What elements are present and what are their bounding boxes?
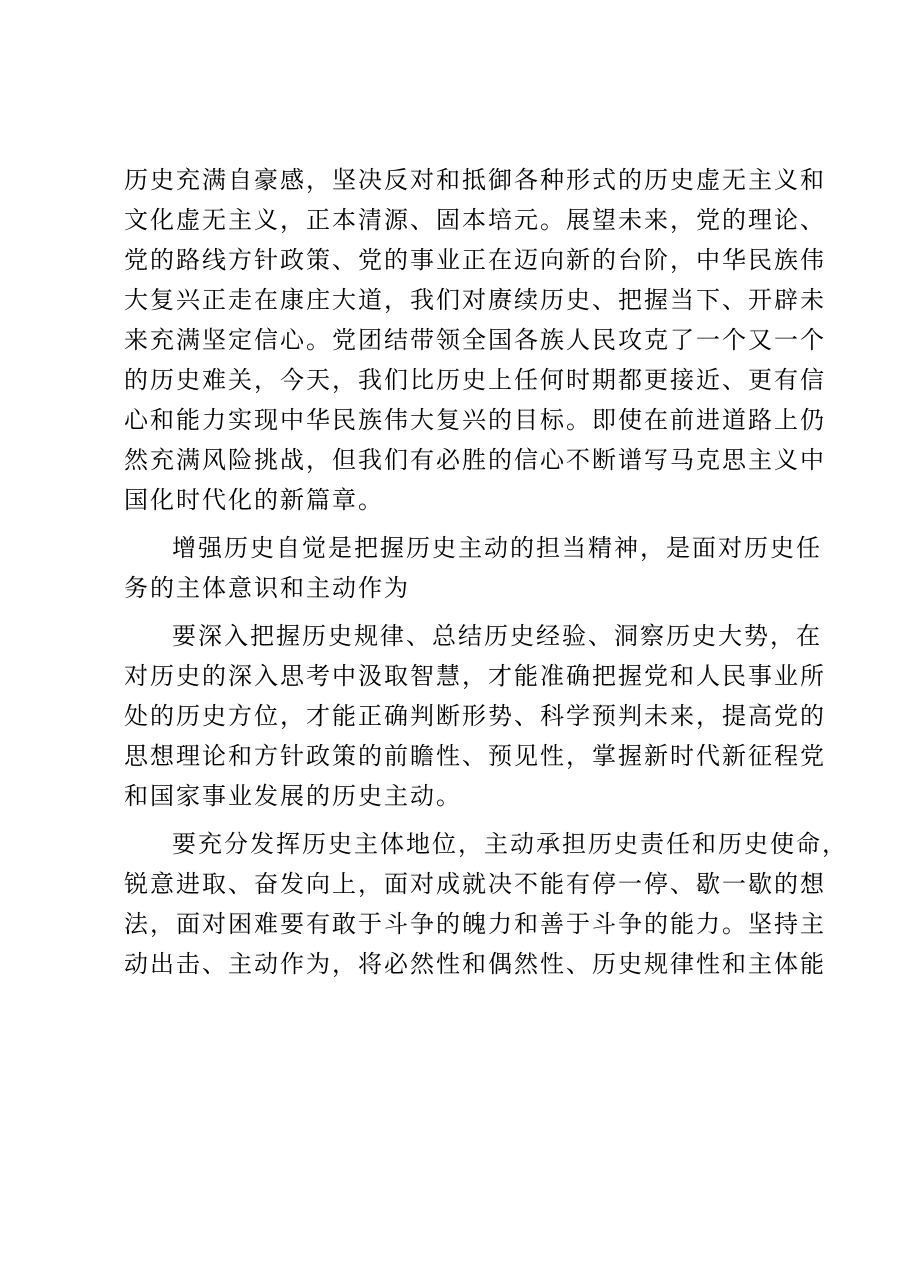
text-line: 来充满坚定信心。党团结带领全国各族人民攻克了一个又一个 xyxy=(124,326,826,354)
text-line: 对历史的深入思考中汲取智慧，才能准确把握党和人民事业所 xyxy=(124,662,826,690)
text-line: 的历史难关，今天，我们比历史上任何时期都更接近、更有信 xyxy=(124,366,826,394)
text-line: 要深入把握历史规律、总结历史经验、洞察历史大势，在 xyxy=(172,622,822,650)
text-line: 思想理论和方针政策的前瞻性、预见性，掌握新时代新征程党 xyxy=(124,742,826,770)
section-heading-line: 务的主体意识和主动作为 xyxy=(124,574,410,602)
text-line: 处的历史方位，才能正确判断形势、科学预判未来，提高党的 xyxy=(124,702,826,730)
text-line: 党的路线方针政策、党的事业正在迈向新的台阶，中华民族伟 xyxy=(124,246,826,274)
text-line: 国化时代化的新篇章。 xyxy=(124,486,384,514)
section-heading-line: 增强历史自觉是把握历史主动的担当精神，是面对历史任 xyxy=(172,534,822,562)
text-line: 要充分发挥历史主体地位，主动承担历史责任和历史使命， xyxy=(172,830,848,858)
text-line: 和国家事业发展的历史主动。 xyxy=(124,782,462,810)
text-line: 心和能力实现中华民族伟大复兴的目标。即使在前进道路上仍 xyxy=(124,406,826,434)
text-line: 历史充满自豪感，坚决反对和抵御各种形式的历史虚无主义和 xyxy=(124,166,826,194)
text-line: 锐意进取、奋发向上，面对成就决不能有停一停、歇一歇的想 xyxy=(124,870,826,898)
document-body xyxy=(124,160,848,984)
text-line: 然充满风险挑战，但我们有必胜的信心不断谱写马克思主义中 xyxy=(124,446,826,474)
text-line: 动出击、主动作为，将必然性和偶然性、历史规律性和主体能 xyxy=(124,950,826,978)
text-line: 大复兴正走在康庄大道，我们对赓续历史、把握当下、开辟未 xyxy=(124,286,826,314)
text-line: 文化虚无主义，正本清源、固本培元。展望未来，党的理论、 xyxy=(124,206,826,234)
text-line: 法，面对困难要有敢于斗争的魄力和善于斗争的能力。坚持主 xyxy=(124,910,826,938)
